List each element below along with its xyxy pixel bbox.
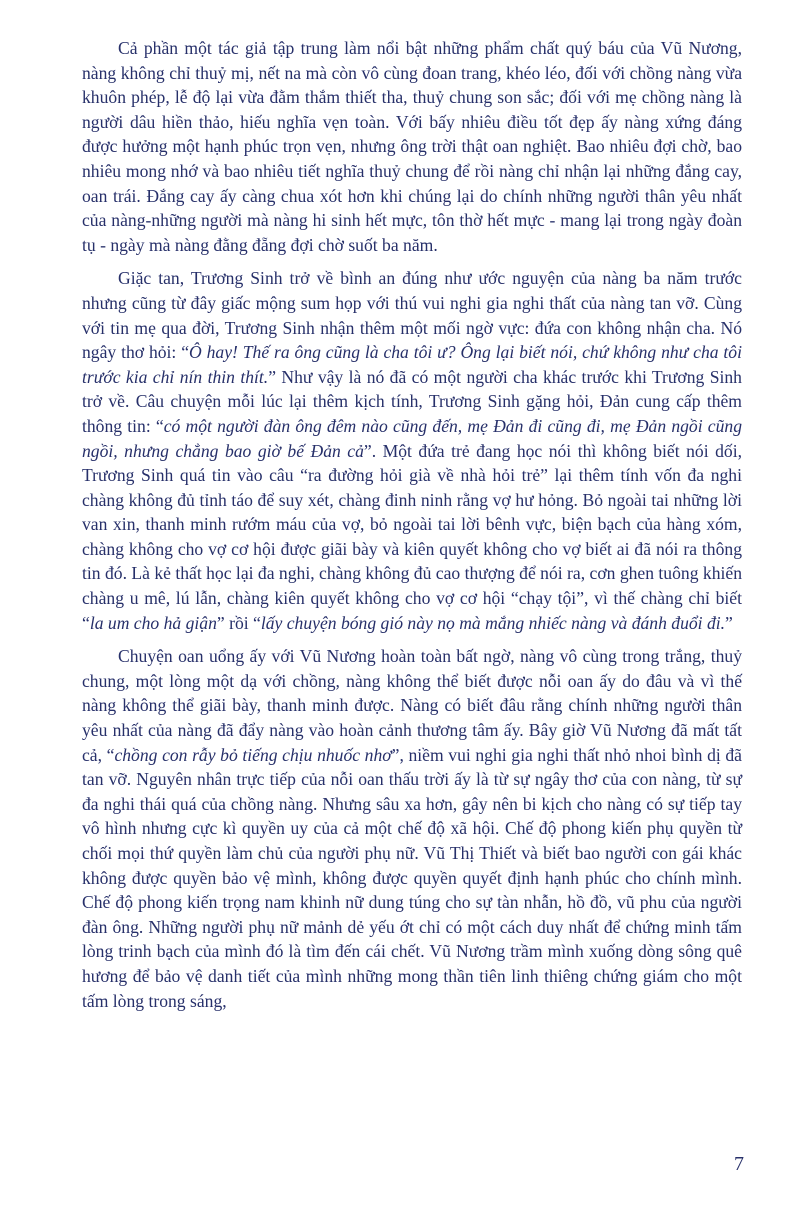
- paragraph-3-run-2: chồng con rẫy bỏ tiếng chịu nhuốc nhơ: [114, 744, 392, 765]
- paragraph-2-run-1: Giặc tan, Trương Sinh trở về bình an đúng như ước nguyện của nàng ba năm trước nhưng cũng từ đây giấc mộng sum họp với thú vui nghi gia nghi thất của nàng tan vỡ. Cùng với tin mẹ qua đời, Trương Sinh nhận thêm một mối ngờ vực: đứa con không nhận cha. Nó ngây thơ hỏi: “: [82, 268, 742, 363]
- paragraph-1-run-1: Cả phần một tác giả tập trung làm nổi bật những phẩm chất quý báu của Vũ Nương, nàng không chỉ thuỷ mị, nết na mà còn vô cùng đoan trang, khéo léo, đối với chồng nàng vừa khuôn phép, lễ độ lại vừa đằm thắm thiết tha, thuỷ chung son sắc; đối với mẹ chồng nàng là người dâu hiền thảo, hiếu nghĩa vẹn toàn. Với bấy nhiêu điều tốt đẹp ấy nàng xứng đáng được hưởng một hạnh phúc trọn vẹn, nhưng ông trời thật oan nghiệt. Bao nhiêu đợi chờ, bao nhiêu mong nhớ và bao nhiêu tiết nghĩa thuỷ chung để rồi nàng chỉ nhận lại những đắng cay, oan trái. Đắng cay ấy càng chua xót hơn khi chúng lại do chính những người thân yêu nhất của nàng-những người mà nàng hi sinh hết mực, tôn thờ hết mực - mang lại trong ngày đoàn tụ - ngày mà nàng đằng đẵng đợi chờ suốt ba năm.: [82, 38, 742, 255]
- page-number: 7: [734, 1153, 744, 1175]
- paragraph-2-run-2: Ô hay! Thế ra ông cũng là cha tôi ư? Ông lại biết nói, chứ không như cha tôi trước kia chỉ nín thin thít.: [82, 342, 742, 387]
- paragraph-2-run-8: lấy chuyện bóng gió này nọ mà mắng nhiếc nàng và đánh đuổi đi.: [260, 612, 726, 633]
- paragraph-2-run-3: ” Như vậy là nó đã có một người cha khác trước khi Trương Sinh trở về. Câu chuyện mỗi lúc lại thêm kịch tính, Trương Sinh gặng hỏi, Đản cung cấp thêm thông tin: “: [82, 366, 742, 436]
- paragraph-2-run-4: có một người đàn ông đêm nào cũng đến, mẹ Đản đi cũng đi, mẹ Đản ngồi cũng ngồi, nhưng chẳng bao giờ bế Đản cả: [82, 415, 742, 461]
- paragraph-2-run-7: ” rồi “: [216, 612, 261, 633]
- paragraph-2-run-5: ”. Một đứa trẻ đang học nói thì không biết nói dối, Trương Sinh quá tin vào câu “ra đường hỏi già về nhà hỏi trẻ” lại thêm tính vốn đa nghi chàng không đủ tỉnh táo để suy xét, chàng đinh ninh rằng vợ hư hỏng. Bỏ ngoài tai những lời van xin, thanh minh rướm máu của vợ, bỏ ngoài tai lời bênh vực, biện bạch của hàng xóm, chàng không cho vợ cơ hội được giãi bày và kiên quyết không cho vợ biết ai đã nói ra thông tin đó. Là kẻ thất học lại đa nghi, chàng không đủ cao thượng để nói ra, cơn ghen tuông khiến chàng u mê, lú lẫn, chàng kiên quyết không cho vợ cơ hội “chạy tội”, vì thế chàng chỉ biết “: [82, 440, 742, 633]
- paragraph-3-run-3: ”, niềm vui nghi gia nghi thất nhỏ nhoi bình dị đã tan vỡ. Nguyên nhân trực tiếp của nỗi oan thấu trời ấy là từ sự ngây thơ của con nàng, từ sự đa nghi thái quá của chồng nàng. Nhưng sâu xa hơn, gây nên bi kịch cho nàng có sự tiếp tay vô hình nhưng cực kì quyền uy của cả một chế độ xã hội. Chế độ phong kiến phụ quyền từ chối mọi thứ quyền làm chủ của người phụ nữ. Vũ Thị Thiết và biết bao người con gái khác không được quyền bảo vệ mình, không được quyền quyết định hạnh phúc cho chính mình. Chế độ phong kiến trọng nam khinh nữ dung túng cho sự tàn nhẫn, hồ đồ, vũ phu của người đàn ông. Những người phụ nữ mảnh dẻ yếu ớt chỉ có một cách duy nhất để chứng minh tấm lòng trinh bạch của mình đó là tìm đến cái chết. Vũ Nương trầm mình xuống dòng sông quê hương để bảo vệ danh tiết của mình những mong thần tiên linh thiêng chứng giám cho một tấm lòng trong sáng,: [82, 744, 742, 1011]
- paragraph-2-run-9: ”: [725, 612, 733, 633]
- paragraph-3: [82, 644, 742, 1013]
- paragraph-1: [82, 36, 742, 257]
- paragraph-3-run-1: Chuyện oan uổng ấy với Vũ Nương hoàn toàn bất ngờ, nàng vô cùng trong trắng, thuỷ chung, một lòng một dạ với chồng, nàng không thể biết được nỗi oan ấy do đâu và vì thế nàng không thể giãi bày, thanh minh được. Nàng có biết đâu rằng chính những người thân yêu nhất của nàng đã đẩy nàng vào hoàn cảnh thương tâm ấy. Bây giờ Vũ Nương đã mất tất cả, “: [82, 646, 742, 765]
- paragraph-2-run-6: la um cho hả giận: [89, 612, 217, 633]
- paragraph-2: [82, 266, 742, 635]
- document-body: [82, 36, 742, 1022]
